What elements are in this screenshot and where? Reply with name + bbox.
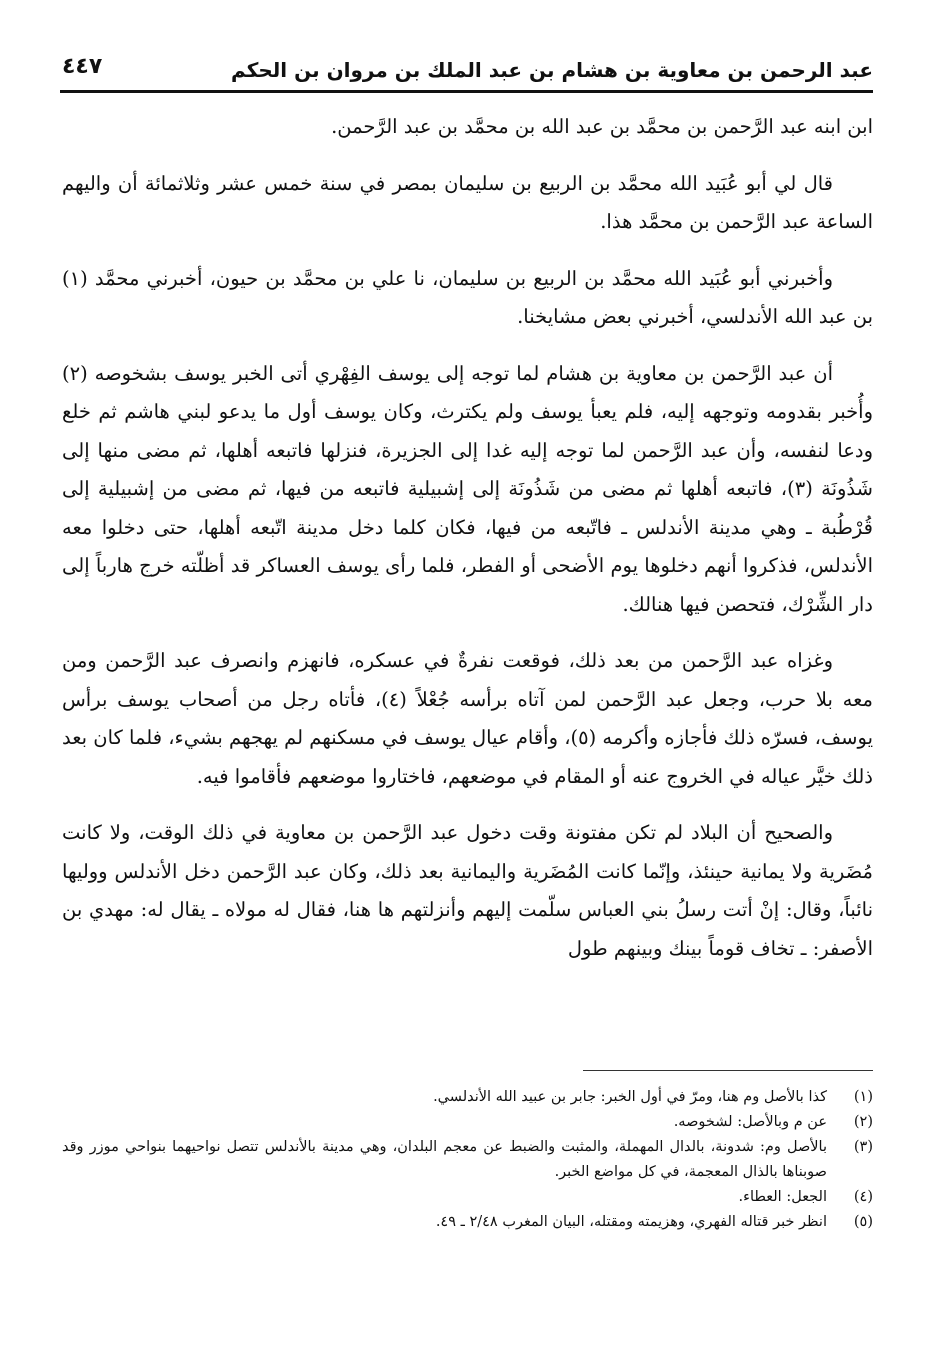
footnotes <box>62 1085 873 1235</box>
footnote-item <box>62 1110 873 1135</box>
footnote-text: انظر خبر قتاله الفهري، وهزيمته ومقتله، البيان المغرب ٢/٤٨ ـ ٤٩. <box>435 1214 827 1230</box>
footnote-text: الجعل: العطاء. <box>738 1189 827 1205</box>
paragraph: وأخبرني أبو عُبَيد الله محمَّد بن الربيع بن سليمان، نا علي بن محمَّد بن حيون، أخبرني محمَّد (١) بن عبد الله الأندلسي، أخبرني بعض مشايخنا. <box>62 266 873 328</box>
paragraph: والصحيح أن البلاد لم تكن مفتونة وقت دخول عبد الرَّحمن بن معاوية في ذلك الوقت، ولا كانت مُضَرية ولا يمانية حينئذ، وإنّما كانت المُضَرية واليمانية بعد ذلك، وكان عبد الرَّحمن دخل الأندلس ووليها نائباً، وقال: إنْ أتت رسلُ بني العباس سلّمت إليهم وأنزلتهم ها هنا، فقال له مولاه ـ يقال له: مهدي بن الأصفر: ـ تخاف قوماً بينك وبينهم طول <box>62 821 873 960</box>
footnote-number: (٥) <box>853 1214 873 1230</box>
paragraph: قال لي أبو عُبَيد الله محمَّد بن الربيع بن سليمان بمصر في سنة خمس عشر وثلاثمائة أن واليهم الساعة عبد الرَّحمن بن محمَّد هذا. <box>62 171 873 233</box>
paragraph: ابن ابنه عبد الرَّحمن بن محمَّد بن عبد الله بن محمَّد بن عبد الرَّحمن. <box>331 115 873 138</box>
footnote-number: (٣) <box>853 1139 873 1155</box>
main-text <box>62 108 873 986</box>
footnote-item <box>62 1135 873 1185</box>
footnote-text: عن م وبالأصل: لشخوصه. <box>673 1114 827 1130</box>
paragraph: أن عبد الرَّحمن بن معاوية بن هشام لما توجه إلى يوسف الفِهْري أتى الخبر يوسف بشخوصه (٢) وأُخبر بقدومه وتوجهه إليه، فلم يعبأ يوسف ولم يكترث، وكان يوسف أول ما يدعو لبني هاشم ثم خلع ودعا لنفسه، وأن عبد الرَّحمن لما توجه إليه غدا إلى الجزيرة، فنزلها فاتبعه أهلها، ثم مضى منها إلى شَذُونَة (٣)، فاتبعه أهلها ثم مضى من شَذُونَة إلى إشبيلية فاتبعه من فيها، ثم مضى من إشبيلية إلى قُرْطُبة ـ وهي مدينة الأندلس ـ فاتّبعه من فيها، فكان كلما دخل مدينة اتّبعه أهلها، حتى دخلوا معه الأندلس، فذكروا أنهم دخلوها يوم الأضحى أو الفطر، فلما رأى يوسف العساكر قد أظلّته خرج هارباً إلى دار الشِّرْك، فتحصن فيها هنالك. <box>62 361 873 616</box>
footnote-text: بالأصل وم: شدونة، بالدال المهملة، والمثبت والضبط عن معجم البلدان، وهي مدينة بالأندلس تتصل نواحيهما بنواحي موزر وقد صوبناها بالذال المعجمة، في كل مواضع الخبر. <box>62 1139 827 1180</box>
footnote-text: كذا بالأصل وم هنا، ومرّ في أول الخبر: جابر بن عبيد الله الأندلسي. <box>433 1089 827 1105</box>
footnote-item <box>62 1185 873 1210</box>
footnote-number: (١) <box>853 1089 873 1105</box>
footnote-separator <box>583 1070 873 1071</box>
page-number: ٤٤٧ <box>62 54 103 79</box>
running-header <box>60 52 873 93</box>
footnote-item <box>62 1210 873 1235</box>
footnote-number: (٤) <box>853 1189 873 1205</box>
paragraph: وغزاه عبد الرَّحمن من بعد ذلك، فوقعت نفرةٌ في عسكره، فانهزم وانصرف عبد الرَّحمن ومن معه بلا حرب، وجعل عبد الرَّحمن لمن آتاه برأسه جُعْلاً (٤)، فأتاه رجل من أصحاب يوسف برأس يوسف، فسرّه ذلك فأجازه وأكرمه (٥)، وأقام عيال يوسف في مسكنهم لم يهجهم بشيء، فلما كان بعد ذلك خيَّر عياله في الخروج عنه أو المقام في موضعهم، فاختاروا موضعهم فأقاموا فيه. <box>62 649 873 788</box>
header-title: عبد الرحمن بن معاوية بن هشام بن عبد الملك بن مروان بن الحكم <box>231 58 873 82</box>
footnote-item <box>62 1085 873 1110</box>
footnote-number: (٢) <box>853 1114 873 1130</box>
